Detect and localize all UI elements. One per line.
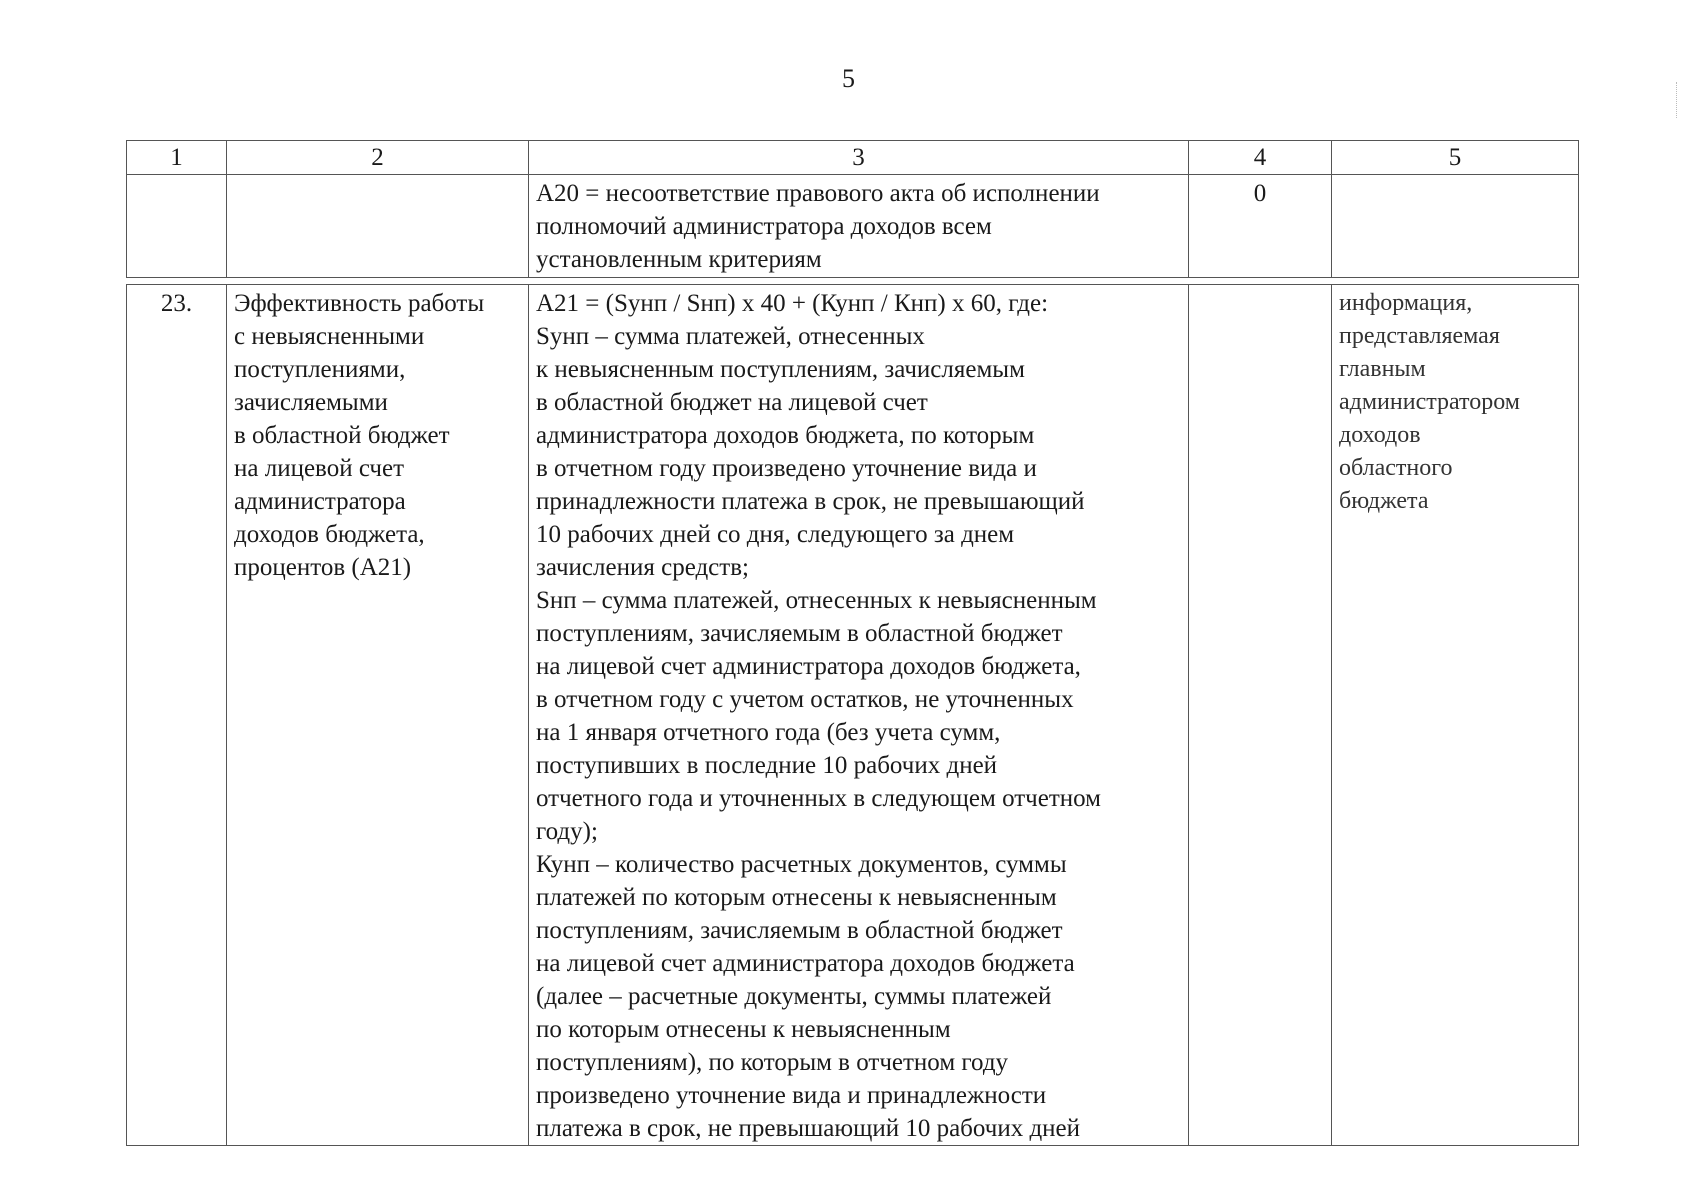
indicator-value <box>1189 285 1332 1146</box>
column-header-3: 3 <box>529 141 1189 175</box>
indicator-description: А20 = несоответствие правового акта об исполнении полномочий администратора доходов всем установленным критериям <box>529 175 1189 278</box>
column-header-5: 5 <box>1332 141 1579 175</box>
indicator-source: информация, представляемая главным администратором доходов областного бюджета <box>1332 285 1579 1146</box>
indicator-description: А21 = (Sунп / Sнп) x 40 + (Кунп / Кнп) x 60, где: Sунп – сумма платежей, отнесенных к невыясненным поступлениям, зачисляемым в областной бюджет на лицевой счет администратора доходов бюджета, по которым в отчетном году произведено уточнение вида и принадлежности платежа в срок, не превышающий 10 рабочих дней со дня, следующего за днем зачисления средств; Sнп – сумма платежей, отнесенных к невыясненным поступлениям, зачисляемым в областной бюджет на лицевой счет администратора доходов бюджета, в отчетном году с учетом остатков, не уточненных на 1 января отчетного года (без учета сумм, поступивших в последние 10 рабочих дней отчетного года и уточненных в следующем отчетном году); Кунп – количество расчетных документов, суммы платежей по которым отнесены к невыясненным поступлениям, зачисляемым в областной бюджет на лицевой счет администратора доходов бюджета (далее – расчетные документы, суммы платежей по которым отнесены к невыясненным поступлениям), по которым в отчетном году произведено уточнение вида и принадлежности платежа в срок, не превышающий 10 рабочих дней <box>529 285 1189 1146</box>
page-number: 5 <box>842 64 855 93</box>
column-header-4: 4 <box>1189 141 1332 175</box>
column-header-2: 2 <box>227 141 529 175</box>
row-separator <box>127 278 1579 285</box>
table-row <box>127 285 1579 1146</box>
row-number: 23. <box>127 285 227 1146</box>
indicators-table <box>126 140 1579 1146</box>
scan-artifact <box>1676 82 1679 118</box>
indicator-name <box>227 175 529 278</box>
column-header-1: 1 <box>127 141 227 175</box>
indicator-source <box>1332 175 1579 278</box>
table-row <box>127 175 1579 278</box>
row-number <box>127 175 227 278</box>
table-header-row <box>127 141 1579 175</box>
indicator-value: 0 <box>1189 175 1332 278</box>
indicator-name: Эффективность работы с невыясненными поступлениями, зачисляемыми в областной бюджет на лицевой счет администратора доходов бюджета, процентов (А21) <box>227 285 529 1146</box>
